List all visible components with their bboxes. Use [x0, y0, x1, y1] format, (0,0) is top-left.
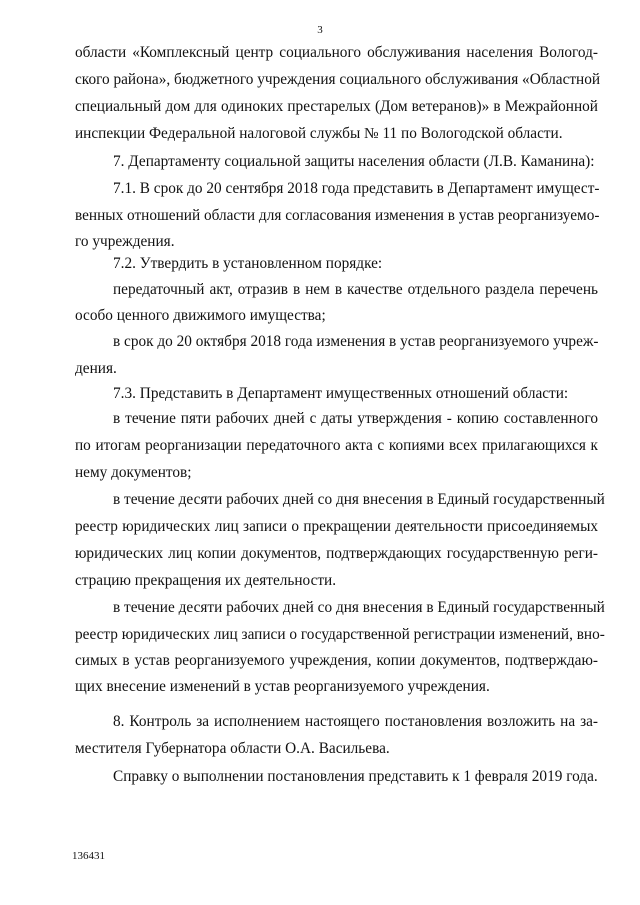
- text-line: в течение десяти рабочих дней со дня внесения в Единый государственный: [113, 491, 605, 508]
- text-line: го учреждения.: [75, 233, 175, 250]
- text-line: юридических лиц копии документов, подтверждающих государственную реги-: [75, 545, 598, 562]
- text-line: по итогам реорганизации передаточного акта с копиями всех прилагающихся к: [75, 437, 598, 454]
- text-line: нему документов;: [75, 464, 192, 481]
- text-line: в срок до 20 октября 2018 года изменения в устав реорганизуемого учреж-: [113, 333, 599, 350]
- text-line: ского района», бюджетного учреждения социального обслуживания «Областной: [75, 71, 601, 88]
- text-line: местителя Губернатора области О.А. Васильева.: [75, 740, 390, 757]
- text-line: Справку о выполнении постановления представить к 1 февраля 2019 года.: [113, 768, 598, 785]
- text-line: дения.: [75, 360, 117, 377]
- text-line: реестр юридических лиц записи о прекращении деятельности присоединяемых: [75, 518, 598, 535]
- text-line: 7.3. Представить в Департамент имущественных отношений области:: [113, 385, 569, 402]
- text-line: особо ценного движимого имущества;: [75, 307, 326, 324]
- text-line: специальный дом для одиноких престарелых (Дом ветеранов)» в Межрайонной: [75, 98, 598, 115]
- page-number: 3: [317, 24, 323, 36]
- text-line: 7.2. Утвердить в установленном порядке:: [113, 255, 383, 272]
- text-line: области «Комплексный центр социального обслуживания населения Вологод-: [75, 44, 598, 61]
- text-line: страцию прекращения их деятельности.: [75, 572, 337, 589]
- text-line: в течение пяти рабочих дней с даты утверждения - копию составленного: [113, 410, 598, 427]
- text-line: 7.1. В срок до 20 сентября 2018 года представить в Департамент имущест-: [113, 180, 600, 197]
- text-line: инспекции Федеральной налоговой службы № 11 по Вологодской области.: [75, 125, 563, 142]
- text-line: симых в устав реорганизуемого учреждения, копии документов, подтверждаю-: [75, 652, 598, 669]
- text-line: венных отношений области для согласования изменения в устав реорганизуемо-: [75, 207, 600, 224]
- text-line: реестр юридических лиц записи о государственной регистрации изменений, вно-: [75, 626, 605, 643]
- text-line: в течение десяти рабочих дней со дня внесения в Единый государственный: [113, 599, 605, 616]
- text-line: щих внесение изменений в устав реорганизуемого учреждения.: [75, 678, 490, 695]
- text-line: 8. Контроль за исполнением настоящего постановления возложить на за-: [113, 713, 598, 730]
- text-line: 7. Департаменту социальной защиты населения области (Л.В. Каманина):: [113, 153, 595, 170]
- document-code: 136431: [72, 850, 105, 862]
- text-line: передаточный акт, отразив в нем в качестве отдельного раздела перечень: [113, 281, 598, 298]
